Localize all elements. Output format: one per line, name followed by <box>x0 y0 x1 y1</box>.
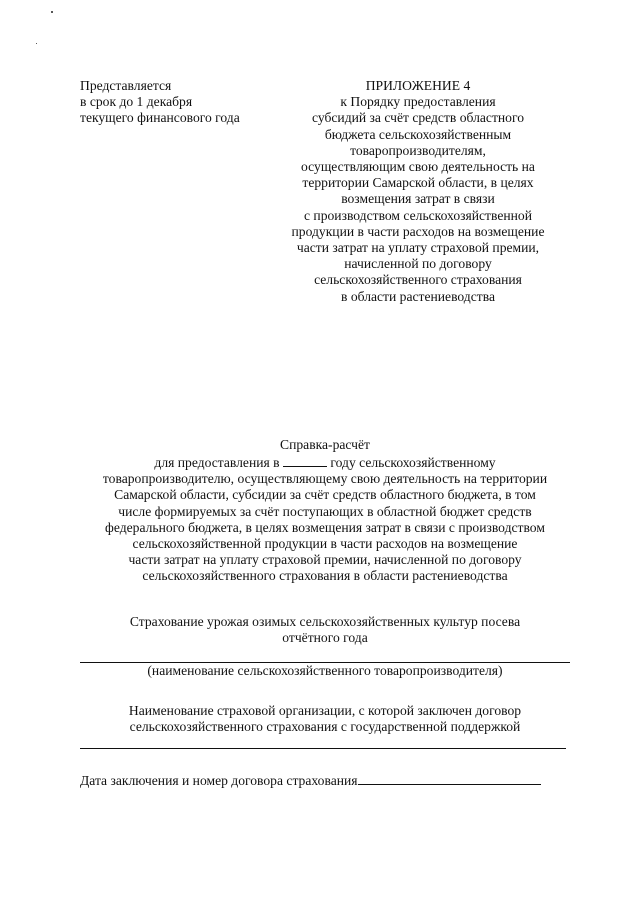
submission-note <box>80 78 280 127</box>
certificate-line: числе формируемых за счёт поступающих в областной бюджет средств <box>118 503 532 519</box>
appendix-line: осуществляющим свою деятельность на <box>301 159 535 175</box>
certificate-line: федерального бюджета, в целях возмещения затрат в связи с производством <box>105 519 545 535</box>
insurance-type <box>78 614 572 646</box>
producer-name-caption: (наименование сельскохозяйственного товаропроизводителя) <box>147 663 503 678</box>
certificate-title-text: Справка-расчёт <box>280 437 370 452</box>
appendix-header <box>268 78 568 305</box>
contract-date-number-field[interactable] <box>358 771 541 785</box>
insurer-label <box>78 703 572 735</box>
insurer-label-line: сельскохозяйственного страхования с государственной поддержкой <box>129 719 521 735</box>
appendix-line: в области растениеводства <box>341 288 495 304</box>
certificate-line <box>78 455 572 471</box>
submission-note-line: текущего финансового года <box>80 110 240 126</box>
certificate-line: части затрат на уплату страховой премии, начисленной по договору <box>128 552 522 568</box>
year-blank-field[interactable] <box>283 455 327 467</box>
certificate-title <box>78 437 572 453</box>
appendix-line: продукции в части расходов на возмещение <box>291 223 545 239</box>
insurance-type-line: отчётного года <box>282 630 368 646</box>
submission-note-line: Представляется <box>80 78 172 93</box>
appendix-line: начисленной по договору <box>344 256 492 272</box>
insurer-label-line: Наименование страховой организации, с которой заключен договор <box>128 703 522 718</box>
appendix-title: ПРИЛОЖЕНИЕ 4 <box>365 78 471 93</box>
certificate-line: сельскохозяйственной продукции в части расходов на возмещение <box>132 536 518 552</box>
submission-note-line: в срок до 1 декабря <box>80 94 193 110</box>
insurance-type-line: Страхование урожая озимых сельскохозяйственных культур посева <box>129 614 521 629</box>
contract-row <box>80 771 580 789</box>
certificate-line: товаропроизводителю, осуществляющему свою деятельность на территории <box>102 471 548 487</box>
certificate-description <box>78 455 572 585</box>
appendix-line: субсидий за счёт средств областного <box>312 110 524 126</box>
appendix-line: сельскохозяйственного страхования <box>314 272 522 288</box>
certificate-line: сельскохозяйственного страхования в области растениеводства <box>142 568 508 584</box>
certificate-line: Самарской области, субсидии за счёт средств областного бюджета, в том <box>114 487 536 503</box>
appendix-line: возмещения затрат в связи <box>341 191 495 207</box>
scan-speck <box>51 11 53 13</box>
appendix-line: с производством сельскохозяйственной <box>304 207 532 223</box>
appendix-line: бюджета сельскохозяйственным <box>324 126 512 142</box>
scan-speck <box>36 43 37 44</box>
contract-label: Дата заключения и номер договора страхования <box>80 773 358 788</box>
appendix-line: к Порядку предоставления <box>340 94 496 110</box>
certificate-line-start: для предоставления в <box>154 455 280 470</box>
insurer-name-field[interactable] <box>80 748 566 749</box>
appendix-line: территории Самарской области, в целях <box>302 175 534 191</box>
appendix-line: части затрат на уплату страховой премии, <box>296 240 540 256</box>
appendix-line: товаропроизводителям, <box>350 142 486 158</box>
certificate-line-end: году сельскохозяйственному <box>330 455 496 470</box>
